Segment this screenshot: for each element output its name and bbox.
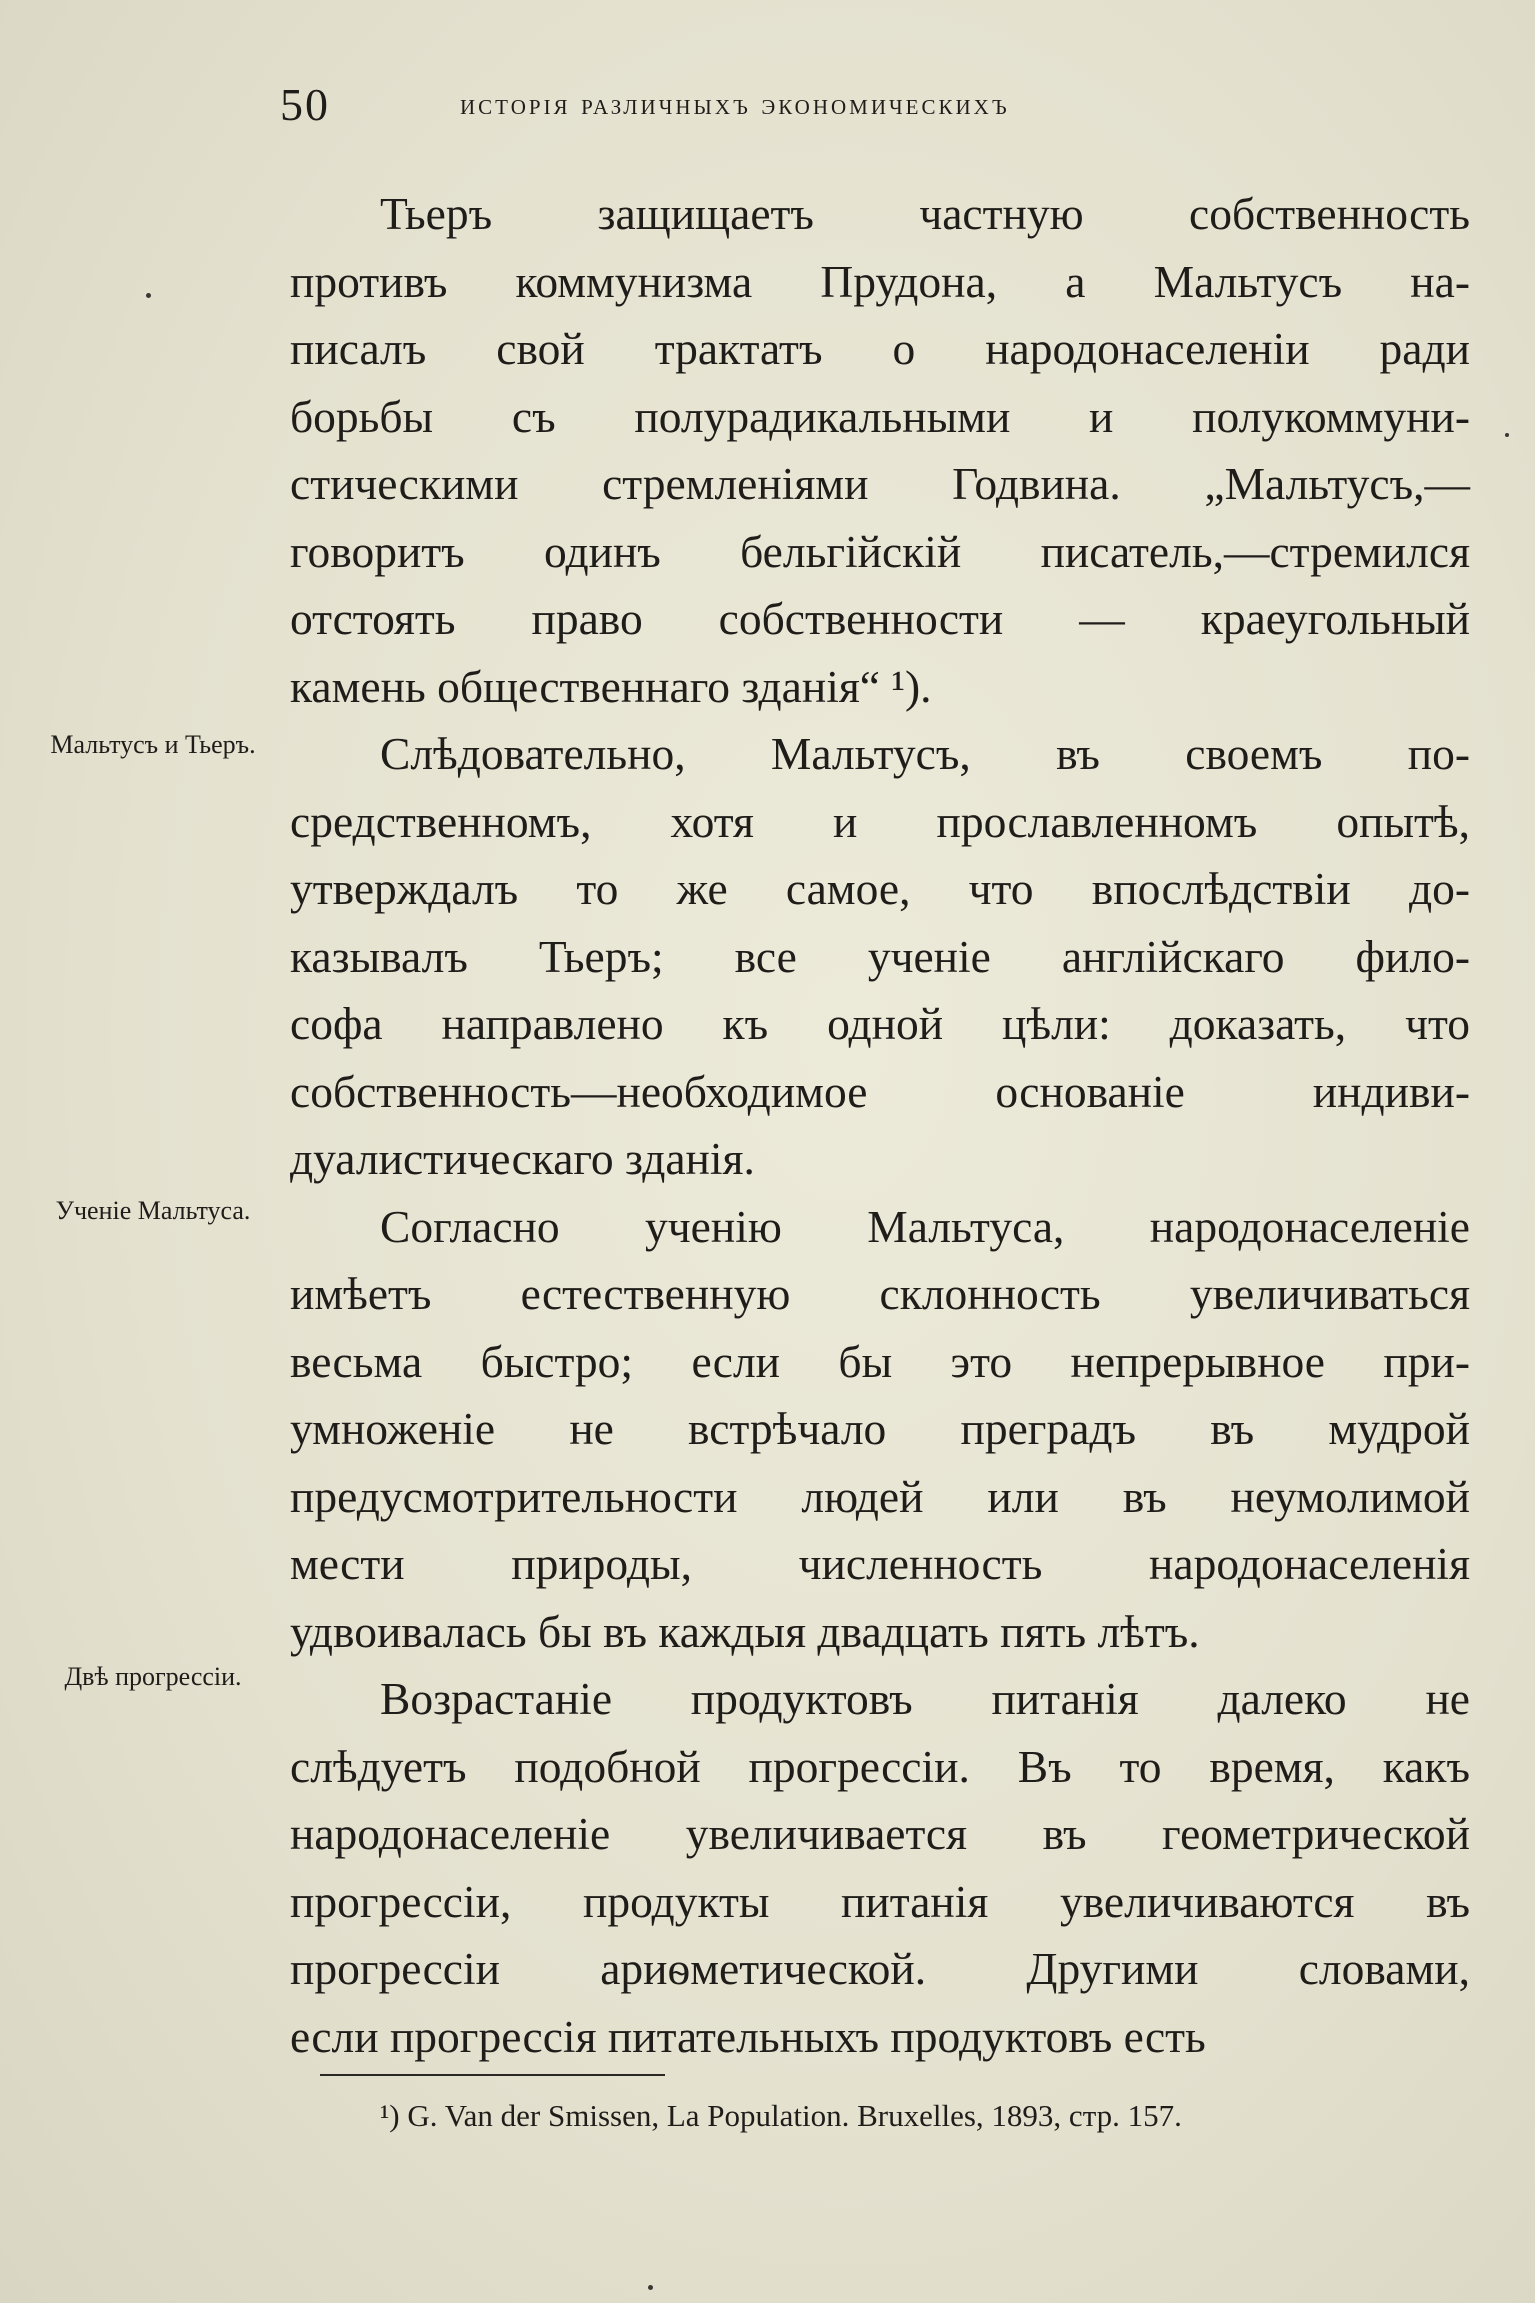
text-line: софа направлено къ одной цѣли: доказать, что [290, 998, 1470, 1049]
paper-speck [146, 293, 151, 298]
paragraph [290, 720, 1470, 1193]
paper-speck [648, 2285, 653, 2290]
footnote: ¹) G. Van der Smissen, La Population. Bruxelles, 1893, стр. 157. [380, 2098, 1182, 2133]
page-number: 50 [280, 79, 330, 130]
text-line: имѣетъ естественную склонность увеличиваться [290, 1268, 1470, 1319]
text-line: стическими стремленіями Годвина. „Мальтусъ,— [290, 458, 1470, 509]
text-line: утверждалъ то же самое, что впослѣдствіи до- [290, 863, 1470, 914]
text-line: если прогрессія питательныхъ продуктовъ есть [290, 2010, 1206, 2062]
text-line: говоритъ одинъ бельгійскій писатель,—стремился [290, 525, 1470, 577]
text-line: камень общественнаго зданія“ ¹). [290, 660, 932, 712]
text-line: средственномъ, хотя и прославленномъ опытѣ, [290, 795, 1470, 847]
paper-speck [1505, 433, 1509, 437]
page-header [280, 78, 1320, 138]
paragraph [290, 180, 1470, 720]
text-line: казывалъ Тьеръ; все ученіе англійскаго фило- [290, 930, 1470, 982]
paragraph [290, 1665, 1470, 2070]
text-line: удвоивалась бы въ каждыя двадцать пять лѣтъ. [290, 1605, 1200, 1657]
text-line: дуалистическаго зданія. [290, 1133, 755, 1184]
text-line: Возрастаніе продуктовъ питанія далеко не [380, 1673, 1470, 1724]
margin-note-malthus-doctrine: Ученіе Мальтуса. [55, 1196, 251, 1225]
text-line: собственность—необходимое основаніе индиви- [290, 1065, 1470, 1117]
body-text [290, 180, 1470, 2070]
paragraph [290, 1193, 1470, 1666]
text-line: слѣдуетъ подобной прогрессіи. Въ то время, какъ [290, 1740, 1470, 1792]
text-line: предусмотрительности людей или въ неумолимой [290, 1470, 1470, 1522]
text-line: Согласно ученію Мальтуса, народонаселеніе [380, 1200, 1470, 1252]
text-line: Слѣдовательно, Мальтусъ, въ своемъ по- [380, 728, 1470, 779]
text-line: борьбы съ полурадикальными и полукоммуни- [290, 390, 1470, 442]
text-line: мести природы, численность народонаселенія [290, 1538, 1470, 1589]
footnote-rule [320, 2074, 665, 2076]
text-line: отстоять право собственности — краеугольный [290, 593, 1470, 644]
text-line: Тьеръ защищаетъ частную собственность [380, 188, 1470, 239]
text-line: весьма быстро; если бы это непрерывное при- [290, 1335, 1470, 1387]
text-line: прогрессіи, продукты питанія увеличиваются въ [290, 1875, 1470, 1927]
text-line: умноженіе не встрѣчало преградъ въ мудрой [290, 1403, 1470, 1454]
text-line: прогрессіи ариѳметической. Другими словами, [290, 1943, 1470, 1994]
text-line: народонаселеніе увеличивается въ геометрической [290, 1808, 1470, 1859]
margin-note-malthus-thiers: Мальтусъ и Тьеръ. [50, 730, 256, 759]
text-line: противъ коммунизма Прудона, а Мальтусъ на- [290, 255, 1470, 307]
margin-note-two-progressions: Двѣ прогрессіи. [64, 1662, 242, 1691]
running-head: исторія различныхъ экономическихъ [460, 88, 1010, 121]
text-line: писалъ свой трактатъ о народонаселеніи ради [290, 323, 1470, 374]
